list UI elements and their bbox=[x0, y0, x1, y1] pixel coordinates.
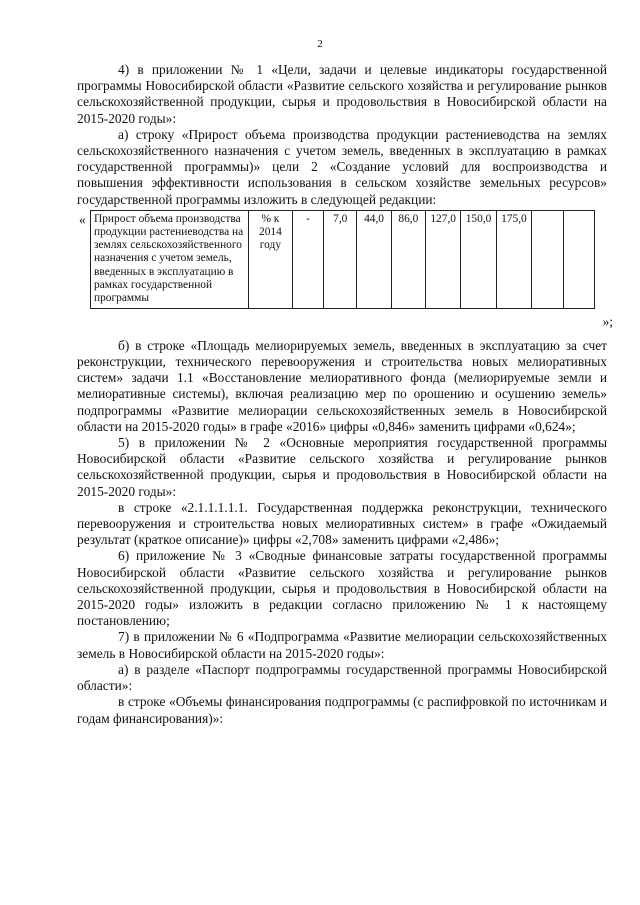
paragraph-item-4b: б) в строке «Площадь мелиорируемых земель, введенных в эксплуатацию за счет реконструкции, технического перевооружения и строительства новых мелиоративных систем» задачи 1.1 «Восстановление мелиоративного фонда (мелиорируемые земли и мелиоративные системы), включая реализацию мер по орошению и осушению земель» подпрограммы «Развитие мелиорации сельскохозяйственных земель в Новосибирской области на 2015-2020 годы» в графе «2016» цифры «0,846» заменить цифрами «0,624»; bbox=[77, 337, 607, 434]
paragraph-item-6: 6) приложение № 3 «Сводные финансовые затраты государственной программы Новосибирской области «Развитие сельского хозяйства и регулирование рынков сельскохозяйственной продукции, сырья и продовольствия в Новосибирской области на 2015-2020 годы» изложить в редакции согласно приложению № 1 к настоящему постановлению; bbox=[77, 548, 607, 629]
value-cell bbox=[532, 210, 563, 308]
paragraph-item-4: 4) в приложении № 1 «Цели, задачи и целевые индикаторы государственной программы Новосибирской области «Развитие сельского хозяйства и регулирование рынков сельскохозяйственной продукции, сырья и продовольствия в Новосибирской области на 2015-2020 годы»: bbox=[77, 62, 607, 126]
table-row bbox=[91, 210, 595, 308]
value-cell: - bbox=[292, 210, 323, 308]
value-cell bbox=[563, 210, 594, 308]
indicator-table bbox=[90, 210, 595, 309]
paragraph-item-5: 5) в приложении № 2 «Основные мероприятия государственной программы Новосибирской области «Развитие сельского хозяйства и регулирование рынков сельскохозяйственной продукции, сырья и продовольствия в Новосибирской области на 2015-2020 годы»: bbox=[77, 435, 607, 499]
unit-cell: % к 2014 году bbox=[249, 210, 293, 308]
paragraph-item-7a-row: в строке «Объемы финансирования подпрограммы (с распифровкой по источникам и годам финансирования)»: bbox=[77, 694, 607, 726]
document-body bbox=[77, 62, 613, 727]
paragraph-item-7: 7) в приложении № 6 «Подпрограмма «Развитие мелиорации сельскохозяйственных земель в Новосибирской области на 2015-2020 годы»: bbox=[77, 629, 607, 661]
value-cell: 44,0 bbox=[357, 210, 391, 308]
replacement-row-block bbox=[77, 210, 613, 338]
value-cell: 175,0 bbox=[496, 210, 531, 308]
paragraph-item-4a: а) строку «Прирост объема производства продукции растениеводства на землях сельскохозяйственного назначения с учетом земель, введенных в эксплуатацию в рамках государственной программы)» цели 2 «Создание условий для воспроизводства и повышения эффективности использования в сельском хозяйстве земельных ресурсов» государственной программы изложить в следующей редакции: bbox=[77, 126, 607, 207]
paragraph-item-7a: а) в разделе «Паспорт подпрограммы государственной программы Новосибирской области»: bbox=[77, 661, 607, 694]
value-cell: 150,0 bbox=[461, 210, 496, 308]
closing-quote: »; bbox=[602, 313, 613, 329]
indicator-name-cell: Прирост объема производства продукции растениеводства на землях сельскохозяйственного назначения с учетом земель, введенных в эксплуатацию в рамках государственной программы bbox=[91, 210, 249, 308]
page-number: 2 bbox=[317, 38, 323, 50]
value-cell: 86,0 bbox=[391, 210, 425, 308]
opening-quote: « bbox=[79, 211, 86, 227]
paragraph-item-5-row: в строке «2.1.1.1.1.1. Государственная поддержка реконструкции, технического перевооружения и строительства новых мелиоративных систем» в графе «Ожидаемый результат (краткое описание)» цифры «2,708» заменить цифрами «2,486»; bbox=[77, 499, 607, 548]
value-cell: 7,0 bbox=[324, 210, 357, 308]
value-cell: 127,0 bbox=[426, 210, 461, 308]
